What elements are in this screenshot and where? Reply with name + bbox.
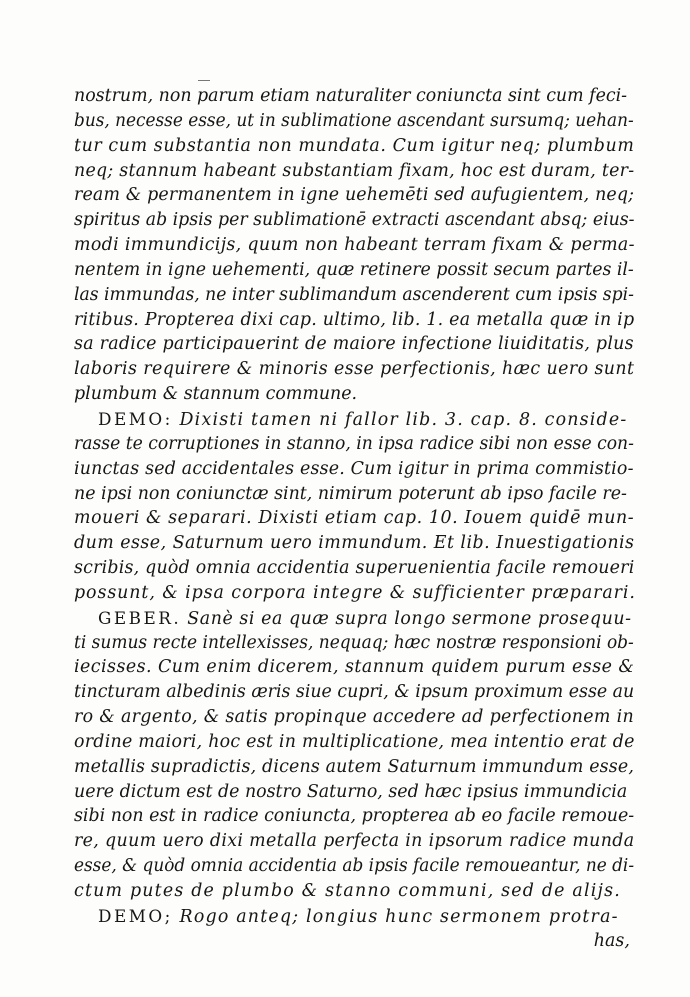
text-line: [74, 581, 634, 606]
line-text: neq; stannum habeant substantiam fixam, hoc est duram, ter-: [74, 160, 635, 181]
line-text: nostrum, non parum etiam naturaliter coniuncta sint cum feci-: [74, 86, 628, 106]
line-text: nentem in igne uehementi, quæ retinere possit secum partes il-: [74, 259, 634, 280]
line-text: iunctas sed accidentales esse. Cum igitur in prima commistio-: [74, 458, 634, 479]
text-line: [74, 631, 634, 656]
line-text: plumbum & stannum commune.: [74, 384, 358, 405]
line-text: las immundas, ne inter sublimandum ascenderent cum ipsis spi-: [74, 284, 634, 305]
text-line: [74, 829, 634, 854]
line-text: ti sumus recte intellexisses, nequaq; hæc nostræ responsioni ob-: [74, 632, 634, 653]
text-line: [74, 382, 634, 407]
line-text: ne ipsi non coniunctæ sint, nimirum poterunt ab ipso facile re-: [74, 483, 627, 504]
text-line: [74, 655, 634, 680]
text-line: [74, 233, 634, 258]
text-line: [74, 407, 634, 432]
text-line: [74, 258, 632, 283]
text-line: [74, 804, 634, 829]
text-line: [74, 308, 634, 333]
text-line: [74, 482, 634, 507]
text-line: [74, 159, 634, 184]
line-text: ctum putes de plumbo & stanno communi, sed de alijs.: [74, 881, 621, 901]
body-text: [74, 84, 634, 954]
line-text: scribis, quòd omnia accidentia superuenientia facile remoueri: [74, 558, 635, 579]
line-text: Rogo anteq; longius hunc sermonem protra-: [172, 906, 619, 927]
line-text: tincturam albedinis æris siue cupri, & ipsum proximum esse au: [74, 682, 635, 703]
line-text: tur cum substantia non mundata. Cum igitur neq; plumbum: [74, 135, 635, 156]
text-line: [74, 84, 634, 109]
line-text: uere dictum est de nostro Saturno, sed hæc ipsius immundicia: [74, 781, 628, 802]
line-text: ream & permanentem in igne uehemēti sed aufugientem, neq;: [74, 185, 635, 206]
text-line: [74, 705, 634, 730]
line-text: esse, & quòd omnia accidentia ab ipsis facile remoueantur, ne di-: [74, 856, 635, 877]
speaker-label: GEBER.: [98, 607, 182, 628]
text-line: [74, 606, 634, 631]
text-line: [74, 854, 635, 879]
text-line: [74, 432, 634, 457]
line-text: laboris requirere & minoris esse perfectionis, hæc uero sunt: [74, 359, 635, 380]
line-text: re, quum uero dixi metalla perfecta in ipsorum radice munda: [74, 831, 635, 852]
line-text: bus, necesse esse, ut in sublimatione ascendant sursumq; uehan-: [74, 110, 634, 131]
line-text: Dixisti tamen ni fallor lib. 3. cap. 8. conside-: [172, 409, 628, 430]
text-line: [74, 283, 634, 308]
text-line: [74, 755, 634, 780]
text-line: [74, 556, 634, 581]
line-text: moueri & separari. Dixisti etiam cap. 10. Iouem quidē mun-: [74, 508, 635, 529]
line-text: rasse te corruptiones in stanno, in ipsa radice sibi non esse con-: [74, 433, 634, 454]
line-text: ritibus. Propterea dixi cap. ultimo, lib. 1. ea metalla quæ in ip: [74, 309, 635, 330]
text-line: [74, 531, 634, 556]
line-text: possunt, & ipsa corpora integre & sufficienter præparari.: [74, 582, 636, 603]
speaker-label: DEMO;: [98, 905, 173, 926]
line-text: sa radice participauerint de maiore infectione liuiditatis, plus: [74, 334, 634, 355]
text-line: [74, 730, 634, 755]
text-line: [74, 332, 634, 357]
text-line: [74, 680, 633, 705]
line-text: modi immundicijs, quum non habeant terram fixam & perma-: [74, 235, 635, 256]
line-text: has,: [593, 930, 630, 951]
text-line: [74, 457, 634, 482]
text-line: [74, 879, 634, 904]
line-text: spiritus ab ipsis per sublimationē extracti ascendant absq; eius-: [74, 210, 635, 231]
text-line: [74, 134, 634, 159]
text-line: [74, 904, 634, 929]
text-line: [74, 109, 634, 134]
line-text: metallis supradictis, dicens autem Saturnum immundum esse,: [74, 756, 635, 777]
line-text: Sanè si ea quæ supra longo sermone prosequu-: [181, 608, 632, 629]
text-line: [74, 183, 634, 208]
text-line: [74, 357, 634, 382]
text-line: [74, 506, 634, 531]
page-mark: [198, 80, 210, 81]
line-text: iecisses. Cum enim dicerem, stannum quidem purum esse &: [74, 657, 635, 678]
speaker-label: DEMO:: [98, 408, 173, 429]
line-text: ro & argento, & satis propinque accedere ad perfectionem in: [74, 707, 634, 728]
line-text: sibi non est in radice coniuncta, propterea ab eo facile remoue-: [74, 806, 635, 827]
line-text: dum esse, Saturnum uero immundum. Et lib. Inuestigationis: [74, 533, 635, 554]
text-line: [74, 929, 634, 954]
line-text: ordine maiori, hoc est in multiplicatione, mea intentio erat de: [74, 731, 635, 752]
text-line: [74, 780, 634, 805]
text-line: [74, 208, 635, 233]
